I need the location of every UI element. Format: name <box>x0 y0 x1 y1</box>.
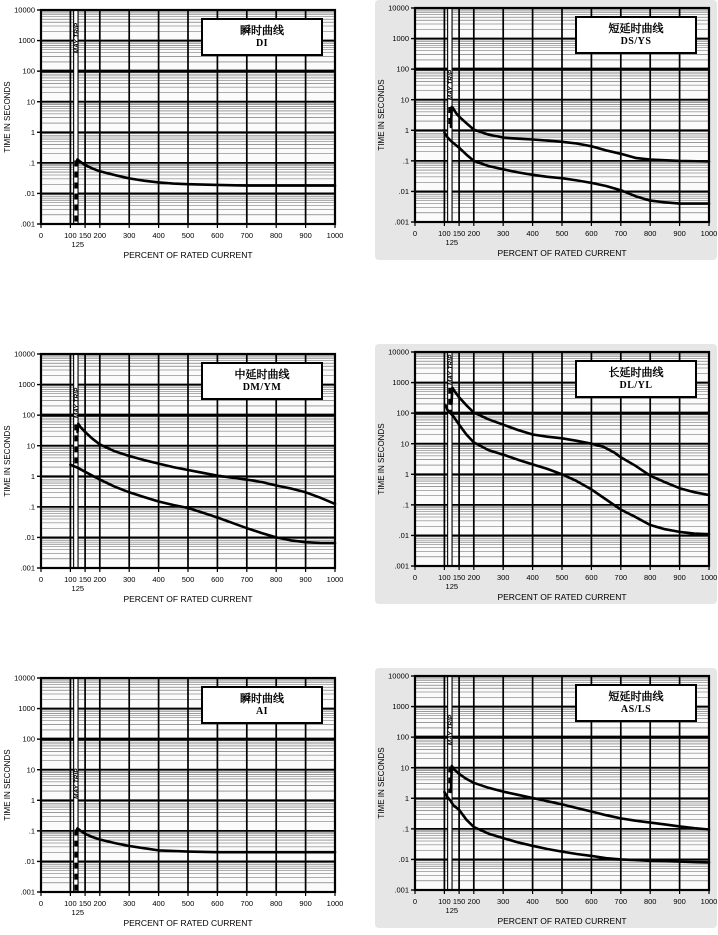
svg-text:150: 150 <box>78 575 92 584</box>
svg-text:150: 150 <box>452 897 466 906</box>
svg-text:1000: 1000 <box>392 702 409 712</box>
svg-text:900: 900 <box>299 899 312 908</box>
chart-panel-ai <box>1 670 343 930</box>
chart-panel-as-ls <box>375 668 717 928</box>
svg-text:900: 900 <box>299 231 312 240</box>
svg-text:400: 400 <box>152 231 165 240</box>
chart-panel-dl-yl <box>375 344 717 604</box>
x-subtick-125: 125 <box>71 908 85 917</box>
svg-text:100: 100 <box>396 64 409 74</box>
svg-text:100: 100 <box>438 897 451 906</box>
y-axis-title: TIME IN SECONDS <box>377 79 386 151</box>
x-axis-title: PERCENT OF RATED CURRENT <box>123 918 253 928</box>
svg-text:1000: 1000 <box>326 899 343 908</box>
svg-text:.1: .1 <box>402 824 409 834</box>
svg-text:600: 600 <box>585 229 598 238</box>
svg-text:.01: .01 <box>398 531 409 540</box>
x-subtick-125: 125 <box>71 240 85 249</box>
svg-text:100: 100 <box>64 899 77 908</box>
svg-text:1: 1 <box>30 471 35 481</box>
chart-panel-ds-ys <box>375 0 717 260</box>
svg-text:300: 300 <box>496 229 510 238</box>
y-axis-title: TIME IN SECONDS <box>3 749 12 821</box>
may-trip-label: MAY TRIP <box>447 714 455 746</box>
may-trip-label: MAY TRIP <box>73 768 81 799</box>
svg-text:10: 10 <box>400 763 409 773</box>
svg-text:0: 0 <box>38 575 44 584</box>
svg-text:200: 200 <box>93 575 107 584</box>
curve-label-box <box>201 686 323 724</box>
may-trip-label: MAY TRIP <box>447 354 455 386</box>
svg-text:1000: 1000 <box>18 704 35 714</box>
svg-text:1000: 1000 <box>392 378 409 388</box>
svg-text:1: 1 <box>30 127 35 137</box>
svg-text:200: 200 <box>93 231 107 240</box>
svg-text:600: 600 <box>211 575 224 584</box>
svg-text:1000: 1000 <box>700 229 717 238</box>
may-trip-label: MAY TRIP <box>73 387 81 419</box>
svg-text:0: 0 <box>38 899 44 908</box>
svg-text:400: 400 <box>152 899 165 908</box>
x-axis-title: PERCENT OF RATED CURRENT <box>497 592 627 602</box>
svg-text:700: 700 <box>614 897 628 906</box>
svg-text:150: 150 <box>78 231 92 240</box>
svg-text:500: 500 <box>181 231 195 240</box>
y-axis-title: TIME IN SECONDS <box>377 423 386 495</box>
svg-text:500: 500 <box>181 575 195 584</box>
x-subtick-125: 125 <box>71 584 85 593</box>
svg-text:.01: .01 <box>24 533 35 542</box>
curve-title-cn: 短延时曲线 <box>608 690 664 703</box>
svg-text:10: 10 <box>26 441 35 451</box>
svg-text:0: 0 <box>412 229 418 238</box>
svg-text:0: 0 <box>412 897 418 906</box>
svg-text:300: 300 <box>496 897 510 906</box>
svg-text:200: 200 <box>467 573 481 582</box>
svg-text:.01: .01 <box>398 187 409 196</box>
svg-text:.01: .01 <box>24 189 35 198</box>
svg-text:1000: 1000 <box>700 897 717 906</box>
svg-text:1000: 1000 <box>700 573 717 582</box>
svg-text:800: 800 <box>643 897 657 906</box>
svg-text:700: 700 <box>240 231 254 240</box>
curve-label-box <box>575 360 697 398</box>
svg-text:.01: .01 <box>398 855 409 864</box>
curve-code: DM/YM <box>242 381 282 393</box>
svg-text:400: 400 <box>526 229 539 238</box>
svg-text:800: 800 <box>643 229 657 238</box>
svg-text:10000: 10000 <box>388 3 409 13</box>
svg-text:600: 600 <box>585 897 598 906</box>
y-axis-title: TIME IN SECONDS <box>377 747 386 819</box>
svg-text:100: 100 <box>438 573 451 582</box>
curve-code: DI <box>255 37 269 49</box>
svg-text:900: 900 <box>673 229 686 238</box>
chart-panel-di <box>1 2 343 262</box>
curve-title-cn: 瞬时曲线 <box>240 692 284 705</box>
curve-title-cn: 短延时曲线 <box>608 22 664 35</box>
svg-text:400: 400 <box>526 573 539 582</box>
x-axis-title: PERCENT OF RATED CURRENT <box>123 250 253 260</box>
svg-text:.001: .001 <box>394 217 409 227</box>
svg-text:600: 600 <box>585 573 598 582</box>
svg-text:.001: .001 <box>394 885 409 895</box>
svg-text:.1: .1 <box>28 158 35 168</box>
svg-text:10000: 10000 <box>14 5 35 15</box>
svg-text:100: 100 <box>22 66 35 76</box>
svg-text:0: 0 <box>38 231 44 240</box>
may-trip-label: MAY TRIP <box>447 69 455 101</box>
svg-text:1: 1 <box>30 795 35 805</box>
svg-text:200: 200 <box>93 899 107 908</box>
svg-text:500: 500 <box>181 899 195 908</box>
svg-text:1000: 1000 <box>326 575 343 584</box>
svg-text:150: 150 <box>452 573 466 582</box>
svg-text:400: 400 <box>526 897 539 906</box>
svg-text:.001: .001 <box>20 887 35 897</box>
svg-text:800: 800 <box>269 231 283 240</box>
svg-text:100: 100 <box>22 734 35 744</box>
svg-text:.1: .1 <box>28 826 35 836</box>
curve-title-cn: 长延时曲线 <box>608 366 664 379</box>
svg-text:.001: .001 <box>394 561 409 571</box>
svg-text:800: 800 <box>269 899 283 908</box>
svg-text:0: 0 <box>412 573 418 582</box>
svg-text:10000: 10000 <box>388 671 409 681</box>
svg-text:500: 500 <box>555 229 569 238</box>
svg-text:600: 600 <box>211 899 224 908</box>
curve-code: AS/LS <box>620 703 652 715</box>
svg-text:.1: .1 <box>28 502 35 512</box>
svg-text:800: 800 <box>643 573 657 582</box>
svg-text:200: 200 <box>467 229 481 238</box>
curve-code: DL/YL <box>619 379 653 391</box>
svg-text:700: 700 <box>614 229 628 238</box>
chart-panel-dm-ym <box>1 346 343 606</box>
svg-text:.1: .1 <box>402 156 409 166</box>
svg-text:10000: 10000 <box>14 673 35 683</box>
svg-text:1000: 1000 <box>392 34 409 44</box>
svg-text:1000: 1000 <box>18 36 35 46</box>
y-axis-title: TIME IN SECONDS <box>3 425 12 497</box>
svg-text:10: 10 <box>26 97 35 107</box>
svg-text:10000: 10000 <box>388 347 409 357</box>
svg-text:10: 10 <box>400 439 409 449</box>
svg-text:300: 300 <box>122 231 136 240</box>
x-axis-title: PERCENT OF RATED CURRENT <box>497 248 627 258</box>
curve-label-box <box>575 16 697 54</box>
svg-text:.001: .001 <box>20 219 35 229</box>
svg-text:100: 100 <box>438 229 451 238</box>
svg-text:200: 200 <box>467 897 481 906</box>
svg-text:900: 900 <box>299 575 312 584</box>
curve-title-cn: 瞬时曲线 <box>240 24 284 37</box>
svg-text:900: 900 <box>673 897 686 906</box>
svg-text:10: 10 <box>26 765 35 775</box>
svg-text:10: 10 <box>400 95 409 105</box>
svg-text:10000: 10000 <box>14 349 35 359</box>
svg-text:150: 150 <box>452 229 466 238</box>
svg-text:100: 100 <box>396 408 409 418</box>
curve-title-cn: 中延时曲线 <box>234 368 290 381</box>
y-axis-title: TIME IN SECONDS <box>3 81 12 153</box>
may-trip-label: MAY TRIP <box>73 22 81 54</box>
x-axis-title: PERCENT OF RATED CURRENT <box>497 916 627 926</box>
svg-text:700: 700 <box>240 899 254 908</box>
svg-text:900: 900 <box>673 573 686 582</box>
svg-text:700: 700 <box>240 575 254 584</box>
svg-text:1: 1 <box>404 469 409 479</box>
svg-text:300: 300 <box>122 899 136 908</box>
svg-text:100: 100 <box>64 575 77 584</box>
curve-label-box <box>575 684 697 722</box>
svg-text:100: 100 <box>22 410 35 420</box>
svg-text:400: 400 <box>152 575 165 584</box>
svg-text:100: 100 <box>64 231 77 240</box>
x-subtick-125: 125 <box>445 582 459 591</box>
curve-label-box <box>201 18 323 56</box>
svg-text:1000: 1000 <box>18 380 35 390</box>
svg-text:1: 1 <box>404 793 409 803</box>
svg-text:800: 800 <box>269 575 283 584</box>
curve-label-box <box>201 362 323 400</box>
svg-text:1: 1 <box>404 125 409 135</box>
svg-text:.001: .001 <box>20 563 35 573</box>
x-subtick-125: 125 <box>445 238 459 247</box>
svg-text:1000: 1000 <box>326 231 343 240</box>
svg-text:.1: .1 <box>402 500 409 510</box>
svg-text:500: 500 <box>555 897 569 906</box>
svg-text:300: 300 <box>496 573 510 582</box>
svg-text:600: 600 <box>211 231 224 240</box>
svg-text:500: 500 <box>555 573 569 582</box>
svg-text:150: 150 <box>78 899 92 908</box>
x-axis-title: PERCENT OF RATED CURRENT <box>123 594 253 604</box>
curve-code: AI <box>255 705 269 717</box>
svg-text:100: 100 <box>396 732 409 742</box>
x-subtick-125: 125 <box>445 906 459 915</box>
svg-text:700: 700 <box>614 573 628 582</box>
svg-text:300: 300 <box>122 575 136 584</box>
curve-code: DS/YS <box>620 35 652 47</box>
svg-text:.01: .01 <box>24 857 35 866</box>
